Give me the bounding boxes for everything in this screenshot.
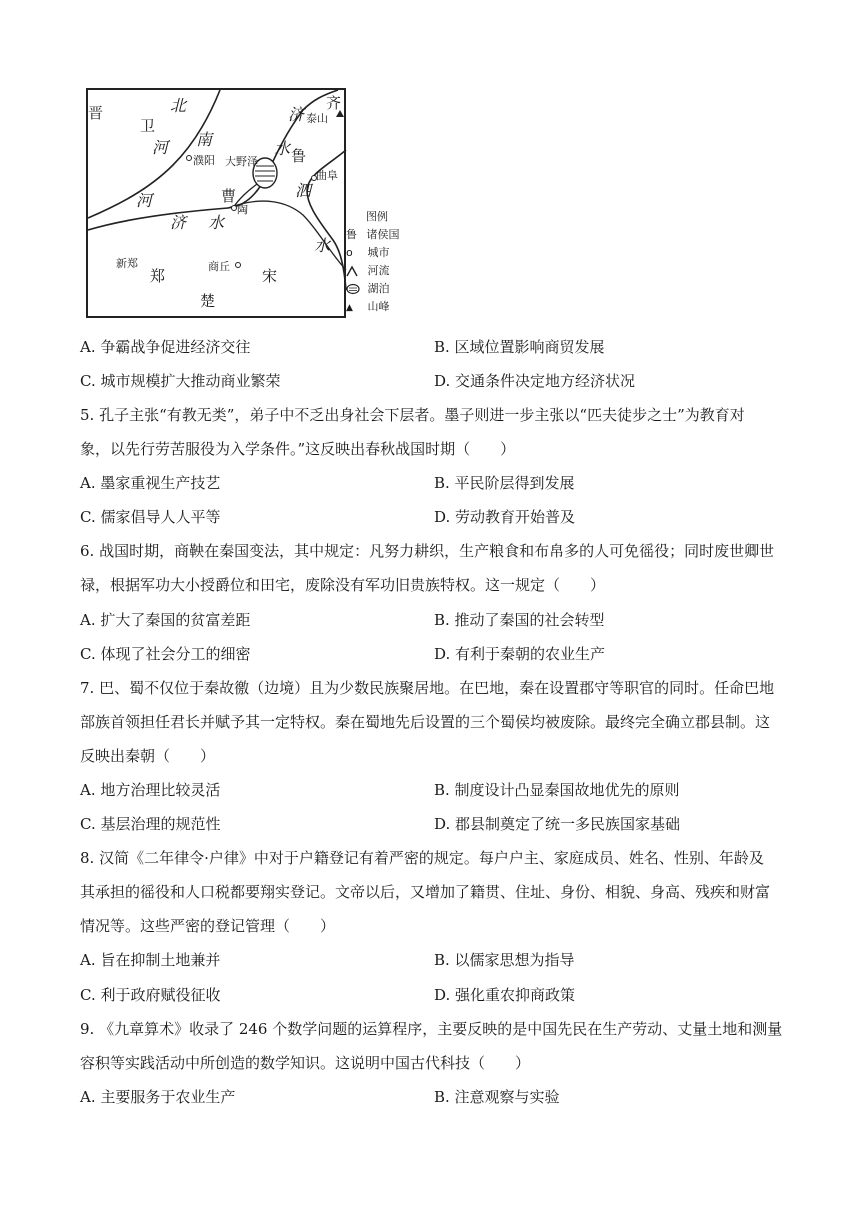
- river-shui2: 水: [208, 213, 225, 232]
- q7-option-c[interactable]: C. 基层治理的规范性: [80, 815, 221, 833]
- state-zheng: 郑: [150, 267, 166, 285]
- river-nan: 南: [196, 130, 213, 149]
- q9-option-a[interactable]: A. 主要服务于农业生产: [80, 1088, 236, 1106]
- river-si: 泗: [295, 181, 312, 200]
- legend-row-peak: [346, 298, 390, 314]
- q5-option-b[interactable]: B. 平民阶层得到发展: [434, 474, 575, 492]
- q5-option-c[interactable]: C. 儒家倡导人人平等: [80, 508, 221, 526]
- peak-triangle-icon: ▲: [346, 303, 353, 313]
- place-qufu: 曲阜: [316, 169, 338, 182]
- q7-stem-line3: 反映出秦朝（ ）: [80, 747, 216, 765]
- state-wei: 卫: [140, 117, 156, 135]
- q8-option-d[interactable]: D. 强化重农抑商政策: [434, 986, 576, 1004]
- q9-option-b[interactable]: B. 注意观察与实验: [434, 1088, 560, 1106]
- legend-city-label: 城市: [367, 246, 390, 259]
- q8-option-a[interactable]: A. 旨在抑制土地兼并: [80, 951, 221, 969]
- q4-option-b[interactable]: B. 区域位置影响商贸发展: [434, 338, 605, 356]
- q6-stem-line1: 6. 战国时期，商鞅在秦国变法，其中规定：凡努力耕织，生产粮食和布帛多的人可免徭役；同时废世卿世: [80, 542, 775, 560]
- q7-stem-line1: 7. 巴、蜀不仅位于秦故徼（边境）且为少数民族聚居地。在巴地，秦在设置郡守等职官的同时。任命巴地: [80, 679, 775, 697]
- q5-stem-line2: 象，以先行劳苦服役为入学条件。”这反映出春秋战国时期（ ）: [80, 440, 516, 458]
- place-shangqiu: 商丘: [208, 260, 230, 273]
- river-shui3: 水: [314, 236, 331, 255]
- q5-option-a[interactable]: A. 墨家重视生产技艺: [80, 474, 221, 492]
- state-song: 宋: [262, 267, 278, 285]
- lake-icon: [346, 283, 360, 295]
- state-lu: 鲁: [291, 147, 307, 165]
- q9-stem-line1: 9. 《九章算术》收录了 246 个数学问题的运算程序，主要反映的是中国先民在生产劳动、丈量土地和测量: [80, 1020, 783, 1038]
- legend-row-state: [346, 226, 400, 242]
- place-daye: 大野泽: [225, 155, 258, 168]
- state-jin: 晋: [88, 104, 104, 122]
- river-icon: [346, 265, 358, 277]
- legend-river-label: 河流: [367, 264, 390, 277]
- city-circle-icon: o: [346, 246, 353, 259]
- q7-option-a[interactable]: A. 地方治理比较灵活: [80, 781, 221, 799]
- state-qi: 齐: [326, 94, 342, 112]
- q6-stem-line2: 禄，根据军功大小授爵位和田宅，废除没有军功旧贵族特权。这一规定（ ）: [80, 576, 606, 594]
- river-shui1: 水: [274, 139, 291, 158]
- legend-row-lake: [346, 280, 390, 296]
- river-ji2: 济: [170, 213, 187, 232]
- q5-stem-line1: 5. 孔子主张“有教无类”，弟子中不乏出身社会下层者。墨子则进一步主张以“匹夫徒步之士”为教育对: [80, 406, 745, 424]
- q4-option-c[interactable]: C. 城市规模扩大推动商业繁荣: [80, 372, 281, 390]
- q8-stem-line2: 其承担的徭役和人口税都要翔实登记。文帝以后，又增加了籍贯、住址、身份、相貌、身高、残疾和财富: [80, 883, 771, 901]
- q4-option-d[interactable]: D. 交通条件决定地方经济状况: [434, 372, 636, 390]
- state-cao: 曹: [221, 187, 237, 205]
- river-bei: 北: [170, 96, 187, 115]
- q7-option-d[interactable]: D. 郡县制奠定了统一多民族国家基础: [434, 815, 681, 833]
- river-he2: 河: [136, 191, 153, 210]
- legend-lake-label: 湖泊: [367, 282, 390, 295]
- legend-row-city: [346, 244, 390, 260]
- legend-row-river: [346, 262, 390, 278]
- place-puyang: 濮阳: [193, 154, 215, 167]
- q6-option-c[interactable]: C. 体现了社会分工的细密: [80, 645, 251, 663]
- q8-option-c[interactable]: C. 利于政府赋役征收: [80, 986, 221, 1004]
- q8-stem-line1: 8. 汉简《二年律令·户律》中对于户籍登记有着严密的规定。每户户主、家庭成员、姓名、性别、年龄及: [80, 849, 764, 867]
- q6-option-b[interactable]: B. 推动了秦国的社会转型: [434, 611, 605, 629]
- legend-title: 图例: [366, 210, 388, 223]
- state-chu: 楚: [200, 292, 216, 310]
- q7-option-b[interactable]: B. 制度设计凸显秦国故地优先的原则: [434, 781, 680, 799]
- river-he1: 河: [152, 138, 169, 157]
- q9-stem-line2: 容积等实践活动中所创造的数学知识。这说明中国古代科技（ ）: [80, 1054, 531, 1072]
- puyang-city-icon: [187, 156, 192, 161]
- q7-stem-line2: 部族首领担任君长并赋予其一定特权。秦在蜀地先后设置的三个蜀侯均被废除。最终完全确立郡县制。这: [80, 713, 771, 731]
- q6-option-d[interactable]: D. 有利于秦朝的农业生产: [434, 645, 606, 663]
- legend-state-label: 诸侯国: [366, 228, 400, 241]
- q6-option-a[interactable]: A. 扩大了秦国的贫富差距: [80, 611, 251, 629]
- q8-option-b[interactable]: B. 以儒家思想为指导: [434, 951, 575, 969]
- q4-option-a[interactable]: A. 争霸战争促进经济交往: [80, 338, 251, 356]
- legend-state-symbol: 鲁: [346, 228, 357, 241]
- map-figure: [86, 88, 346, 318]
- place-taishan: 泰山: [306, 112, 328, 125]
- river-ji1: 济: [288, 105, 305, 124]
- place-xinzheng: 新郑: [116, 257, 138, 270]
- legend-peak-label: 山峰: [367, 300, 390, 313]
- q5-option-d[interactable]: D. 劳动教育开始普及: [434, 508, 576, 526]
- tao-city-icon: [232, 206, 237, 211]
- q8-stem-line3: 情况等。这些严密的登记管理（ ）: [80, 917, 336, 935]
- shangqiu-city-icon: [236, 263, 241, 268]
- place-tao: 陶: [237, 203, 248, 216]
